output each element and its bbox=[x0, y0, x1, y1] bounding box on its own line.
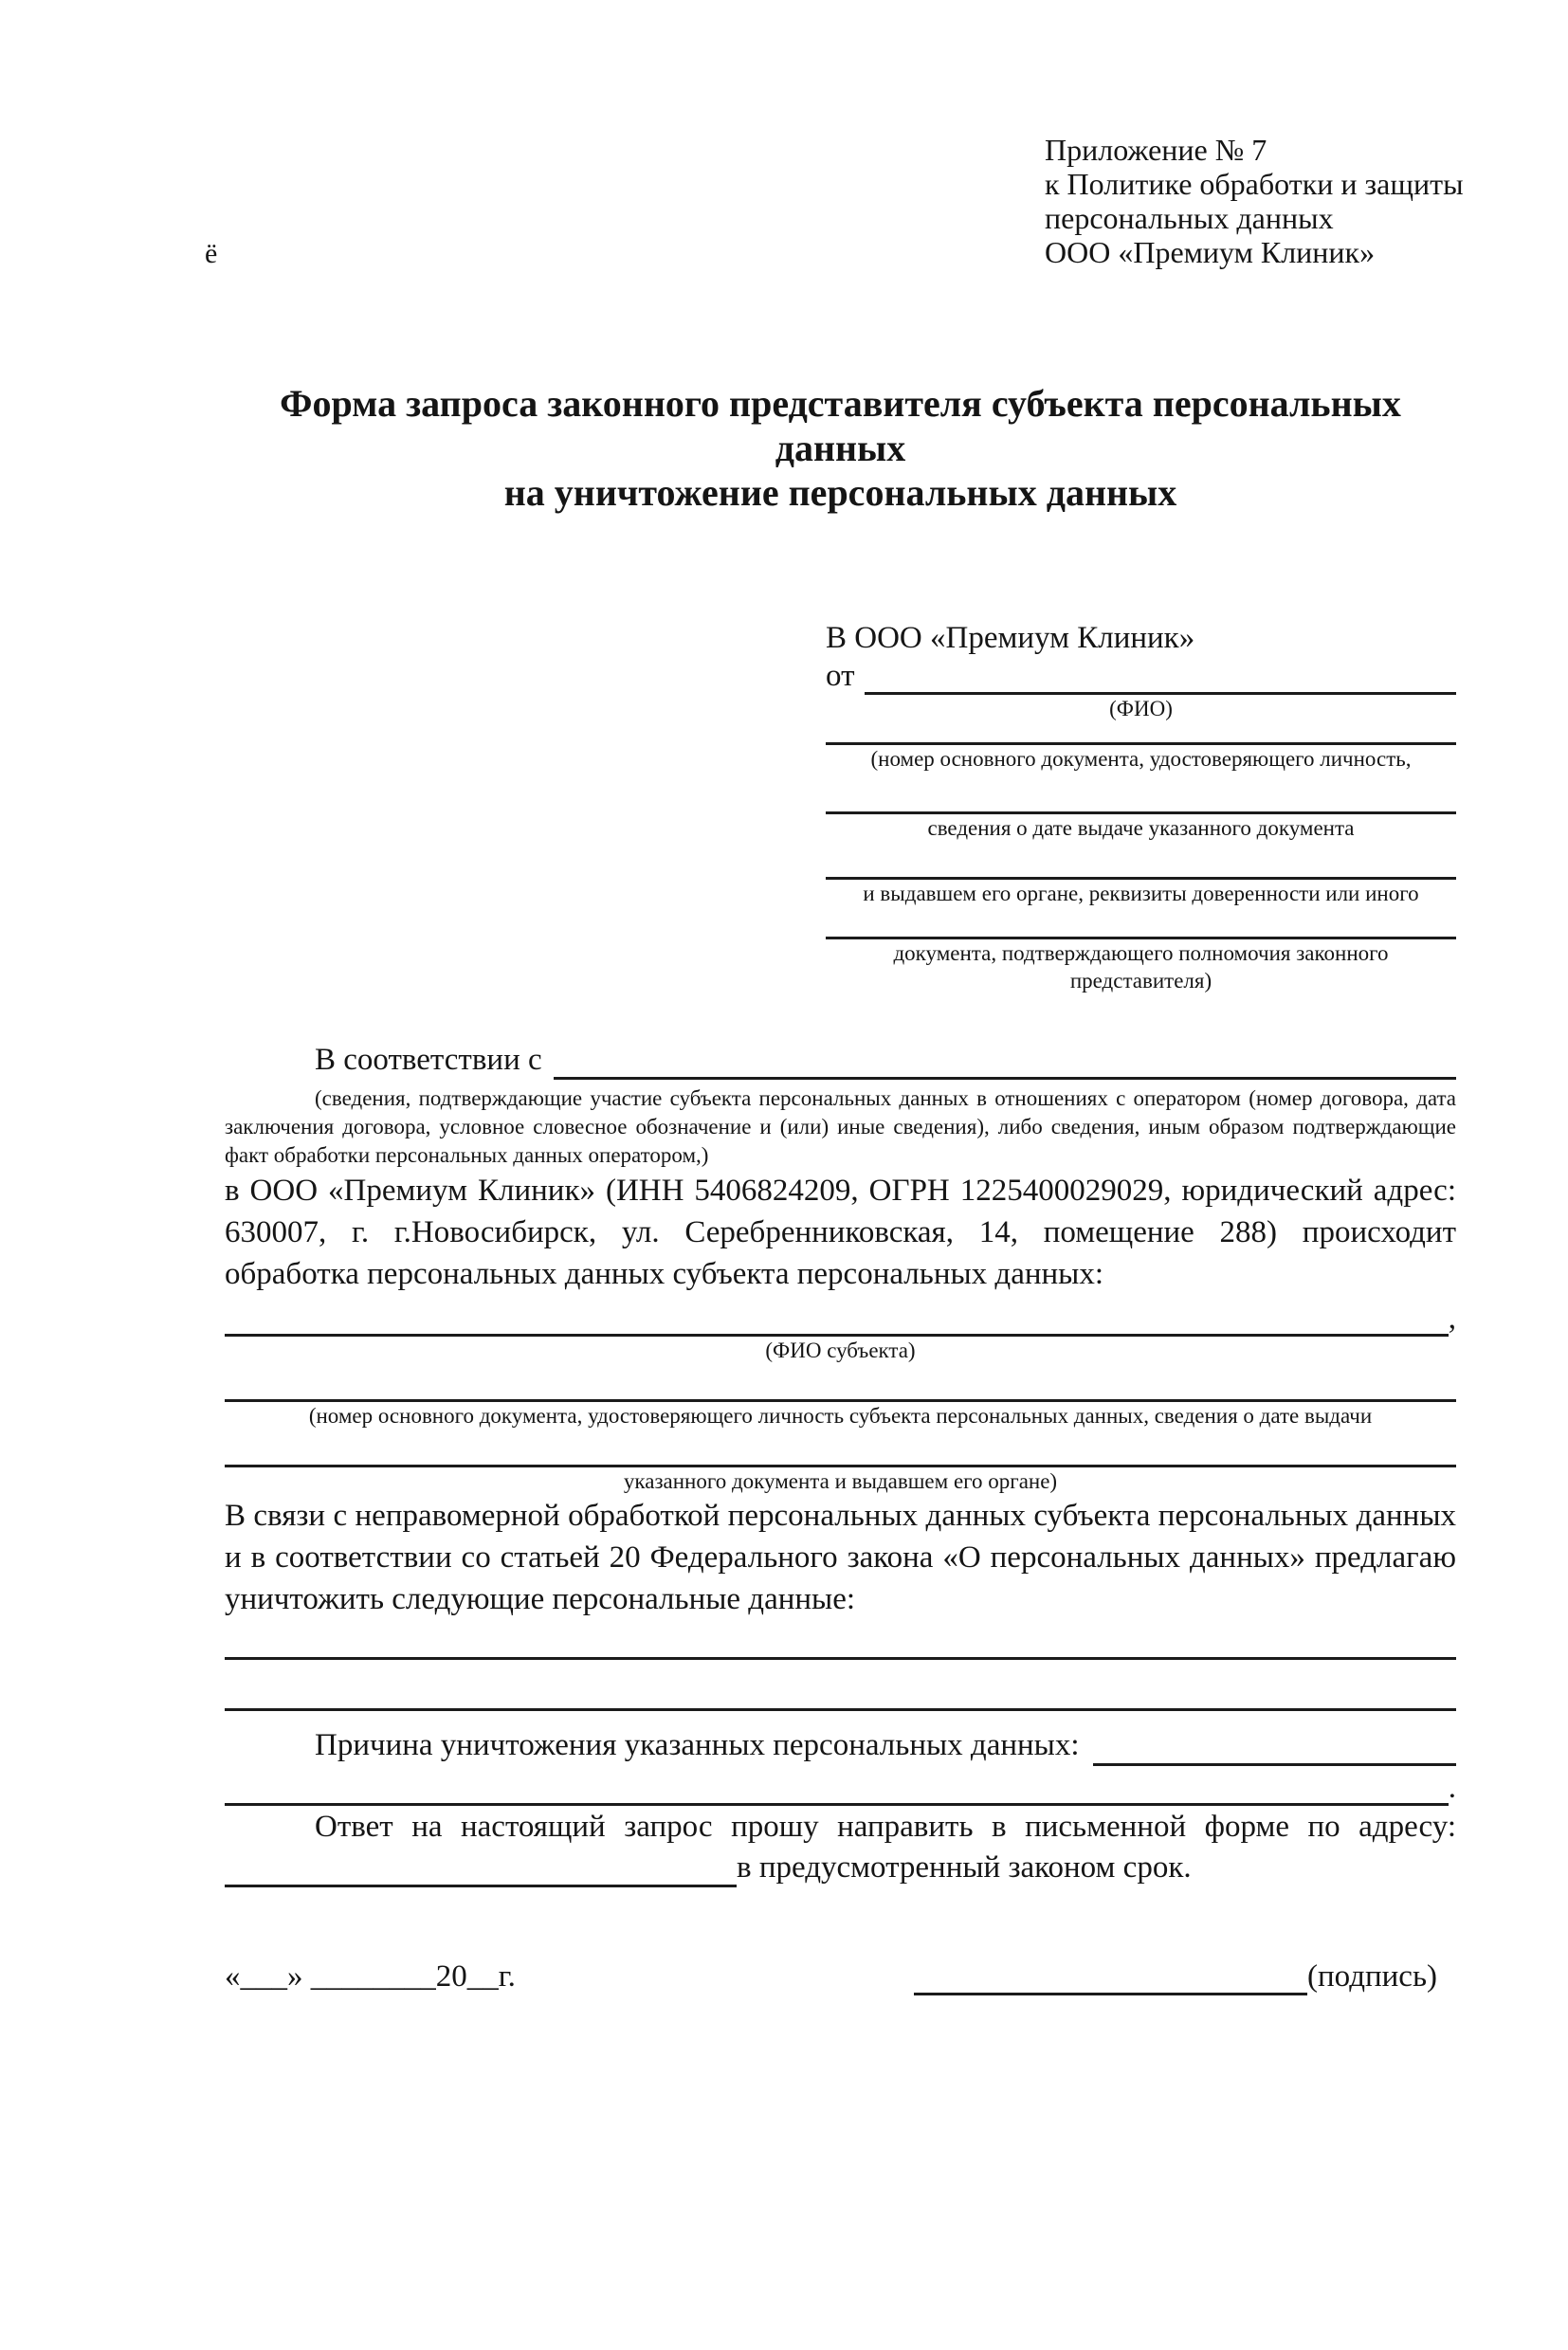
response-tail: в предусмотренный законом срок. bbox=[737, 1850, 1192, 1885]
addressee-to: В ООО «Премиум Клиник» bbox=[826, 621, 1195, 655]
doc-blank-line-3[interactable] bbox=[826, 842, 1456, 880]
fio-caption: (ФИО) bbox=[1109, 697, 1173, 720]
signature-line[interactable] bbox=[914, 1961, 1307, 1995]
data-blank-line-2[interactable] bbox=[225, 1660, 1456, 1711]
page-title-line: на уничтожение персональных данных bbox=[503, 471, 1177, 514]
from-label: от bbox=[826, 659, 855, 693]
reason-blank-line[interactable] bbox=[1093, 1763, 1456, 1766]
accordance-caption: (сведения, подтверждающие участие субъекта персональных данных в отношениях с оператором (номер договора, дата заключения договора, условное словесное обозначение и (или) иные сведения), либо сведения, иным образом подтверждающие факт обработки персональных данных оператором,) bbox=[225, 1086, 1456, 1167]
reason-lead: Причина уничтожения указанных персональных данных: bbox=[315, 1728, 1080, 1762]
doc-caption-1: (номер основного документа, удостоверяющего личность, bbox=[870, 747, 1412, 771]
reason-row bbox=[225, 1724, 1456, 1766]
unlawful-paragraph: В связи с неправомерной обработкой персональных данных субъекта персональных данных и в соответствии со статьей 20 Федерального закона «О персональных данных» предлагаю уничтожить следующие персональные данные: bbox=[225, 1499, 1456, 1616]
doc-blank-line-2[interactable] bbox=[826, 773, 1456, 814]
trailing-comma: , bbox=[1448, 1302, 1456, 1336]
response-address-row bbox=[225, 1848, 1456, 1887]
addressee-block bbox=[826, 619, 1456, 994]
addressee-from-row bbox=[826, 657, 1456, 695]
doc-caption-2: сведения о дате выдаче указанного документа bbox=[927, 816, 1355, 840]
address-blank-line[interactable] bbox=[225, 1885, 737, 1887]
doc-blank-line-1[interactable] bbox=[826, 722, 1456, 745]
appendix-header bbox=[1045, 133, 1464, 269]
page-title-line: Форма запроса законного представителя субъекта персональных данных bbox=[280, 382, 1401, 469]
data-blank-line-1[interactable] bbox=[225, 1620, 1456, 1660]
doc-caption-4: документа, подтверждающего полномочия законного представителя) bbox=[893, 941, 1389, 993]
reason-end-row bbox=[225, 1766, 1456, 1806]
accordance-blank-line[interactable] bbox=[554, 1077, 1456, 1080]
subject-fio-caption: (ФИО субъекта) bbox=[765, 1339, 916, 1362]
response-paragraph: Ответ на настоящий запрос прошу направить в письменной форме по адресу: bbox=[315, 1810, 1456, 1844]
subject-doc-blank-line-2[interactable] bbox=[225, 1433, 1456, 1467]
signature-group bbox=[914, 1958, 1437, 1995]
stray-character: ё bbox=[205, 238, 218, 269]
subject-doc-caption-1: (номер основного документа, удостоверяющего личность субъекта персональных данных, сведения о дате выдачи bbox=[308, 1404, 1373, 1428]
accordance-lead: В соответствии с bbox=[315, 1043, 542, 1077]
date-blank-text[interactable]: «___» ________20__г. bbox=[225, 1959, 516, 1994]
appendix-line: к Политике обработки и защиты bbox=[1045, 167, 1464, 201]
appendix-line: ООО «Премиум Клиник» bbox=[1045, 235, 1376, 269]
doc-blank-line-4[interactable] bbox=[826, 907, 1456, 939]
operator-paragraph: в ООО «Премиум Клиник» (ИНН 5406824209, ОГРН 1225400029029, юридический адрес: 630007, г. г.Новосибирск, ул. Серебренниковская, 14, помещение 288) происходит обработка персональных данных субъекта персональных данных: bbox=[225, 1174, 1456, 1291]
document-page bbox=[0, 133, 1568, 1995]
subject-doc-caption-2: указанного документа и выдавшем его органе) bbox=[623, 1469, 1058, 1493]
subject-doc-blank-line-1[interactable] bbox=[225, 1368, 1456, 1402]
appendix-line: Приложение № 7 bbox=[1045, 133, 1267, 167]
accordance-row bbox=[225, 1040, 1456, 1080]
doc-caption-3: и выдавшем его органе, реквизиты доверенности или иного bbox=[863, 882, 1419, 905]
signature-caption: (подпись) bbox=[1307, 1959, 1437, 1994]
appendix-line: персональных данных bbox=[1045, 201, 1334, 235]
footer-row bbox=[225, 1958, 1456, 1995]
trailing-period: . bbox=[1448, 1771, 1456, 1805]
page-title bbox=[225, 381, 1456, 515]
subject-fio-row bbox=[225, 1295, 1456, 1337]
